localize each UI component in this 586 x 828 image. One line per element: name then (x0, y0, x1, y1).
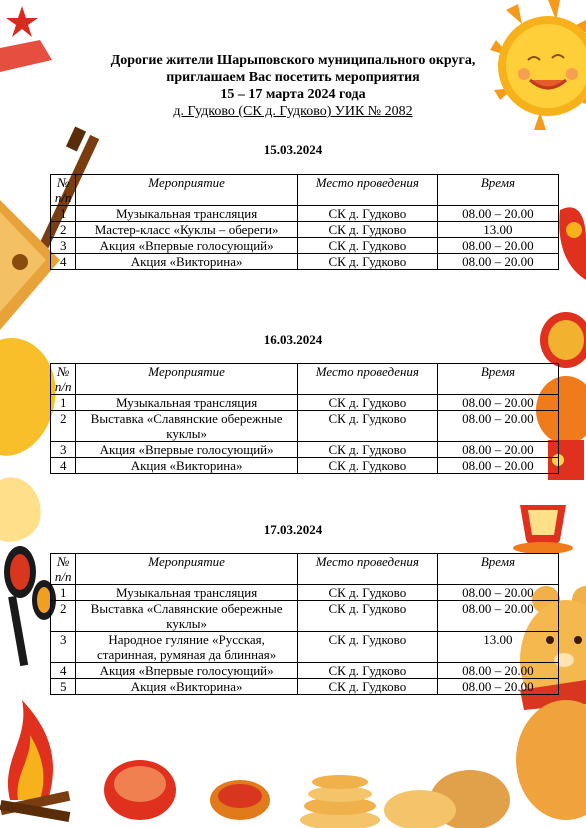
table-row (51, 458, 559, 474)
row-time: 13.00 (437, 632, 558, 663)
col-event-header: Мероприятие (76, 175, 297, 206)
row-event: Акция «Викторина» (76, 679, 297, 695)
row-place: СК д. Гудково (297, 679, 437, 695)
table-row (51, 601, 559, 632)
row-place: СК д. Гудково (297, 411, 437, 442)
col-place-header: Место проведения (297, 554, 437, 585)
col-number-header: № п/п (51, 364, 76, 395)
row-number: 2 (51, 601, 76, 632)
row-number: 2 (51, 411, 76, 442)
row-event: Мастер-класс «Куклы – обереги» (76, 222, 297, 238)
table-row (51, 585, 559, 601)
col-number-header: № п/п (51, 554, 76, 585)
row-event: Акция «Впервые голосующий» (76, 663, 297, 679)
col-event-header: Мероприятие (76, 554, 297, 585)
location-line: д. Гудково (СК д. Гудково) УИК № 2082 (173, 104, 413, 119)
row-event: Акция «Впервые голосующий» (76, 238, 297, 254)
row-event: Народное гуляние «Русская, старинная, румяная да блинная» (76, 632, 297, 663)
row-place: СК д. Гудково (297, 395, 437, 411)
row-place: СК д. Гудково (297, 458, 437, 474)
row-place: СК д. Гудково (297, 238, 437, 254)
schedule-table (50, 363, 559, 474)
greeting-line: Дорогие жители Шарыповского муниципального округа, (110, 53, 476, 68)
col-place-header: Место проведения (297, 175, 437, 206)
row-event: Акция «Впервые голосующий» (76, 442, 297, 458)
row-event: Музыкальная трансляция (76, 395, 297, 411)
row-event: Музыкальная трансляция (76, 585, 297, 601)
schedule-table (50, 174, 559, 270)
table-row (51, 679, 559, 695)
day-date: 15.03.2024 (263, 142, 323, 157)
row-place: СК д. Гудково (297, 206, 437, 222)
table-row (51, 411, 559, 442)
invitation-header (60, 52, 526, 120)
row-number: 4 (51, 254, 76, 270)
col-time-header: Время (437, 554, 558, 585)
day-date: 17.03.2024 (263, 522, 323, 537)
row-time: 08.00 – 20.00 (437, 679, 558, 695)
row-time: 08.00 – 20.00 (437, 238, 558, 254)
table-row (51, 395, 559, 411)
row-number: 1 (51, 395, 76, 411)
table-row (51, 632, 559, 663)
row-time: 08.00 – 20.00 (437, 442, 558, 458)
row-place: СК д. Гудково (297, 442, 437, 458)
table-row (51, 254, 559, 270)
row-event: Акция «Викторина» (76, 458, 297, 474)
row-place: СК д. Гудково (297, 663, 437, 679)
row-time: 08.00 – 20.00 (437, 585, 558, 601)
row-place: СК д. Гудково (297, 585, 437, 601)
row-place: СК д. Гудково (297, 601, 437, 632)
row-time: 08.00 – 20.00 (437, 663, 558, 679)
dates-line: 15 – 17 марта 2024 года (220, 87, 366, 102)
col-time-header: Время (437, 175, 558, 206)
row-number: 3 (51, 238, 76, 254)
row-time: 08.00 – 20.00 (437, 601, 558, 632)
table-row (51, 206, 559, 222)
table-header-row (51, 554, 559, 585)
row-time: 08.00 – 20.00 (437, 458, 558, 474)
row-event: Музыкальная трансляция (76, 206, 297, 222)
row-number: 2 (51, 222, 76, 238)
row-number: 5 (51, 679, 76, 695)
row-time: 08.00 – 20.00 (437, 254, 558, 270)
row-number: 4 (51, 663, 76, 679)
table-row (51, 442, 559, 458)
row-event: Акция «Викторина» (76, 254, 297, 270)
invitation-line: приглашаем Вас посетить мероприятия (166, 70, 420, 85)
table-header-row (51, 364, 559, 395)
table-header-row (51, 175, 559, 206)
col-time-header: Время (437, 364, 558, 395)
row-time: 08.00 – 20.00 (437, 395, 558, 411)
row-place: СК д. Гудково (297, 254, 437, 270)
row-number: 3 (51, 442, 76, 458)
row-time: 13.00 (437, 222, 558, 238)
table-row (51, 238, 559, 254)
row-number: 3 (51, 632, 76, 663)
row-event: Выставка «Славянские обережные куклы» (76, 601, 297, 632)
table-row (51, 222, 559, 238)
row-time: 08.00 – 20.00 (437, 411, 558, 442)
row-place: СК д. Гудково (297, 632, 437, 663)
row-number: 1 (51, 585, 76, 601)
day-date: 16.03.2024 (263, 332, 323, 347)
row-number: 4 (51, 458, 76, 474)
row-event: Выставка «Славянские обережные куклы» (76, 411, 297, 442)
row-time: 08.00 – 20.00 (437, 206, 558, 222)
col-place-header: Место проведения (297, 364, 437, 395)
schedule-table (50, 553, 559, 695)
table-row (51, 663, 559, 679)
col-number-header: № п/п (51, 175, 76, 206)
col-event-header: Мероприятие (76, 364, 297, 395)
row-place: СК д. Гудково (297, 222, 437, 238)
row-number: 1 (51, 206, 76, 222)
